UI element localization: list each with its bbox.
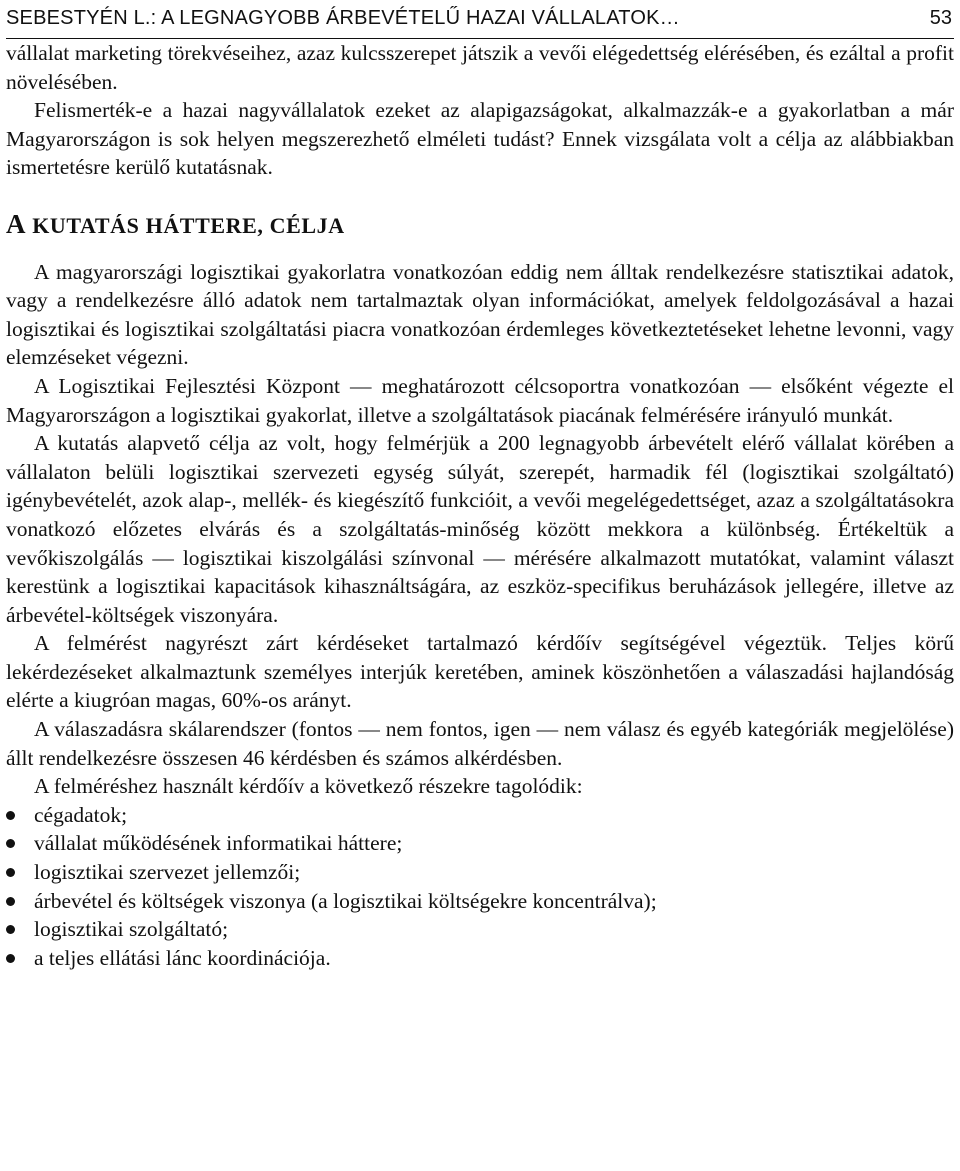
list-item-text: a teljes ellátási lánc koordinációja. (34, 945, 331, 970)
list-item-text: logisztikai szolgáltató; (34, 917, 229, 942)
list-item (6, 829, 954, 858)
page-number: 53 (929, 7, 952, 29)
section-paragraph-6: A felméréshez használt kérdőív a következő részekre tagolódik: (34, 774, 583, 799)
section-heading-text: KUTATÁS HÁTTERE, CÉLJA (26, 212, 345, 238)
section-paragraph-5: A válaszadásra skálarendszer (fontos — nem fontos, igen — nem válasz és egyéb kategóriák megjelölése) állt rendelkezésre összesen 46 kérdésben és számos alkérdésben. (6, 717, 954, 770)
bullet-icon (6, 925, 15, 934)
list-item-text: cégadatok; (34, 802, 128, 827)
bullet-icon (6, 839, 15, 848)
section-paragraph-4: A felmérést nagyrészt zárt kérdéseket tartalmazó kérdőív segítségével végeztük. Teljes körű lekérdezéseket alkalmaztunk személyes interjúk keretében, aminek köszönhetően a válaszadási hajlandóság elérte a kiugróan magas, 60%-os arányt. (6, 631, 954, 713)
section-heading (6, 210, 954, 241)
running-header (6, 0, 954, 39)
bullet-icon (6, 954, 15, 963)
list-item-text: vállalat működésének informatikai háttere; (34, 831, 403, 856)
questionnaire-parts-list (6, 801, 954, 973)
running-header-title: SEBESTYÉN L.: A LEGNAGYOBB ÁRBEVÉTELŰ HAZAI VÁLLALATOK… (6, 7, 680, 29)
intro-paragraph-1: vállalat marketing törekvéseihez, azaz kulcsszerepet játszik a vevői elégedettség elérésében, és ezáltal a profit növelésében. (6, 41, 954, 94)
section-paragraph-3: A kutatás alapvető célja az volt, hogy felmérjük a 200 legnagyobb árbevételt elérő vállalat körében a vállalaton belüli logisztikai szervezeti egység súlyát, szerepét, harmadik fél (logisztikai szolgáltató) igénybevételét, azok alap-, mellék- és kiegészítő funkcióit, a vevői megelégedettséget, azaz a szolgáltatásokra vonatkozó előzetes elvárás és a szolgáltatás-minőség között mekkora a különbség. Értékeltük a vevőkiszolgálás — logisztikai kiszolgálási színvonal — mérésére alkalmazott mutatókat, valamint választ kerestünk a logisztikai kapacitások kihasználtságára, az eszköz-specifikus beruházások jellegére, illetve az árbevétel-költségek viszonyára. (6, 431, 954, 627)
list-item (6, 915, 954, 944)
bullet-icon (6, 811, 15, 820)
section-paragraph-1: A magyarországi logisztikai gyakorlatra vonatkozóan eddig nem álltak rendelkezésre statisztikai adatok, vagy a rendelkezésre álló adatok nem tartalmaztak olyan információkat, amelyek feldolgozásával a hazai logisztikai és logisztikai szolgáltatási piacra vonatkozóan érdemleges következtetéseket lehetne levonni, vagy elemzéseket végezni. (6, 259, 954, 370)
document-page (6, 0, 954, 972)
list-item (6, 858, 954, 887)
list-item-text: árbevétel és költségek viszonya (a logisztikai költségekre koncentrálva); (34, 888, 657, 913)
list-item (6, 887, 954, 916)
list-item (6, 944, 954, 973)
bullet-icon (6, 897, 15, 906)
bullet-icon (6, 868, 15, 877)
article-body (6, 39, 954, 972)
section-heading-initial: A (6, 208, 27, 239)
list-item-text: logisztikai szervezet jellemzői; (34, 860, 301, 885)
section-paragraph-2: A Logisztikai Fejlesztési Központ — meghatározott célcsoportra vonatkozóan — elsőként végezte el Magyarországon a logisztikai gyakorlat, illetve a szolgáltatások piacának felmérésére irányuló munkát. (6, 373, 954, 427)
intro-paragraph-2: Felismerték-e a hazai nagyvállalatok ezeket az alapigazságokat, alkalmazzák-e a gyakorlatban a már Magyarországon is sok helyen megszerezhető elméleti tudást? Ennek vizsgálata volt a célja az alábbiakban ismertetésre kerülő kutatásnak. (6, 98, 954, 180)
list-item (6, 801, 954, 830)
